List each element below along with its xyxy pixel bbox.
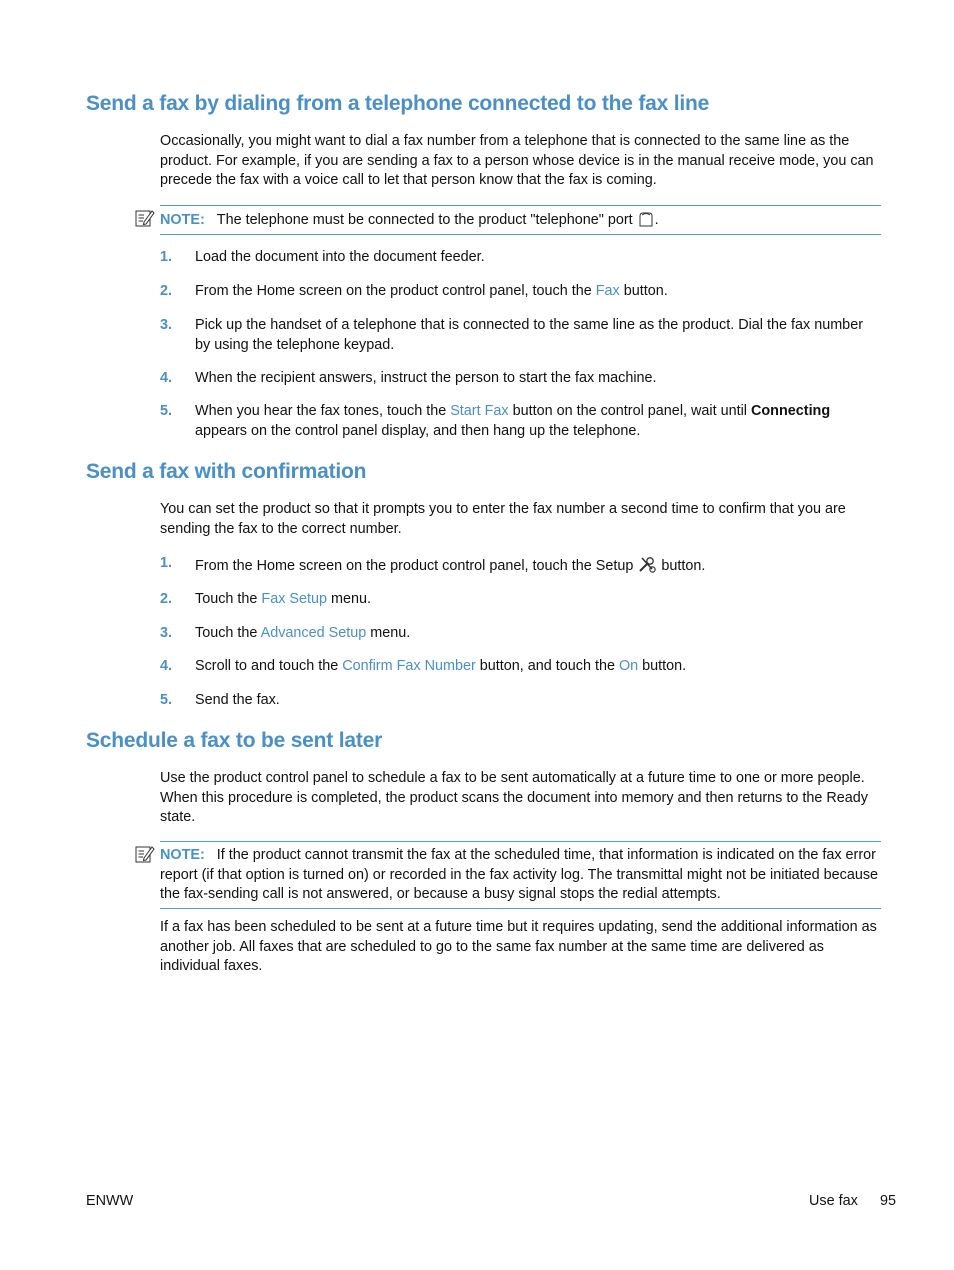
section2-intro: You can set the product so that it prompts you to enter the fax number a second time to confirm that you are sending the fax to the correct number. <box>160 501 846 537</box>
section1-intro: Occasionally, you might want to dial a fax number from a telephone that is connected to the same line as the product. For example, if you are sending a fax to a person whose device is in the manual receive mode, you can precede the fax with a voice call to let that person know that the fax is coming. <box>160 133 874 189</box>
confirm-fax-number-button-ref: Confirm Fax Number <box>342 658 476 674</box>
step-text: button. <box>619 283 668 299</box>
footer-page-number: 95 <box>880 1193 897 1209</box>
setup-wrench-icon <box>637 554 657 574</box>
step-text: Touch the <box>195 625 261 641</box>
step-number: 1. <box>160 249 173 265</box>
note-label: NOTE: <box>160 847 205 863</box>
fax-setup-menu-ref: Fax Setup <box>261 591 328 607</box>
start-fax-button-ref: Start Fax <box>450 403 509 419</box>
step-item <box>160 590 882 610</box>
advanced-setup-menu-ref: Advanced Setup <box>260 625 367 641</box>
step-item <box>160 369 882 389</box>
step-text: Scroll to and touch the <box>195 658 343 674</box>
note-box <box>160 205 881 235</box>
fax-button-ref: Fax <box>595 283 620 299</box>
step-number: 4. <box>160 370 173 386</box>
step-text: Send the fax. <box>195 692 280 708</box>
step-text: Pick up the handset of a telephone that is connected to the same line as the product. Dial the fax number by using the telephone keypad. <box>195 317 863 353</box>
step-number: 5. <box>160 692 173 708</box>
step-item <box>160 282 882 302</box>
step-number: 2. <box>160 283 173 299</box>
on-button-ref: On <box>618 658 639 674</box>
step-item <box>160 402 882 441</box>
step-item <box>160 554 882 577</box>
footer-section-title: Use fax <box>809 1193 858 1209</box>
step-item <box>160 248 882 268</box>
note-pencil-icon <box>135 844 155 864</box>
step-text: From the Home screen on the product control panel, touch the <box>195 283 596 299</box>
step-text: When you hear the fax tones, touch the <box>195 403 451 419</box>
step-number: 2. <box>160 591 173 607</box>
note-end: . <box>654 212 659 228</box>
section-heading-dial-from-telephone: Send a fax by dialing from a telephone connected to the fax line <box>86 92 710 115</box>
step-item <box>160 657 882 677</box>
step-number: 1. <box>160 555 173 571</box>
step-number: 3. <box>160 317 173 333</box>
note-text: The telephone must be connected to the product "telephone" port <box>216 212 633 228</box>
footer-left: ENWW <box>86 1193 134 1209</box>
step-number: 3. <box>160 625 173 641</box>
section-heading-fax-confirmation: Send a fax with confirmation <box>86 460 367 483</box>
step-text: When the recipient answers, instruct the person to start the fax machine. <box>195 370 657 386</box>
step-number: 4. <box>160 658 173 674</box>
step-item <box>160 691 882 711</box>
section3-outro: If a fax has been scheduled to be sent at a future time but it requires updating, send the additional information as another job. All faxes that are scheduled to go to the same fax number at the same time are delivered as individual faxes. <box>160 919 877 975</box>
note-pencil-icon <box>135 208 155 228</box>
step-text: appears on the control panel display, and then hang up the telephone. <box>195 422 641 439</box>
step-text: From the Home screen on the product control panel, touch the Setup <box>195 558 638 574</box>
note-text: If the product cannot transmit the fax at the scheduled time, that information is indicated on the fax error report (if that option is turned on) or recorded in the fax activity log. The transmittal might not be initiated because the fax-sending call is not answered, or because a busy signal stops the redial attempts. <box>160 847 879 903</box>
section-heading-schedule-fax: Schedule a fax to be sent later <box>86 729 383 752</box>
step-text: button on the control panel, wait until <box>508 403 751 419</box>
step-item <box>160 316 882 355</box>
step-text: button, and touch the <box>475 658 619 674</box>
note-label: NOTE: <box>160 212 205 228</box>
step-text: Touch the <box>195 591 262 607</box>
note-box <box>160 841 881 909</box>
step-number: 5. <box>160 403 173 419</box>
step-item <box>160 624 882 644</box>
telephone-port-icon <box>637 210 655 228</box>
step-text: button. <box>657 558 706 574</box>
step-text: Load the document into the document feeder. <box>195 249 485 265</box>
step-text: menu. <box>366 625 411 641</box>
step-text: button. <box>638 658 687 674</box>
step-text: menu. <box>327 591 372 607</box>
connecting-status-text: Connecting <box>751 403 831 419</box>
section3-intro: Use the product control panel to schedule a fax to be sent automatically at a future time to one or more people. When this procedure is completed, the product scans the document into memory and then returns to the Ready state. <box>160 770 868 826</box>
